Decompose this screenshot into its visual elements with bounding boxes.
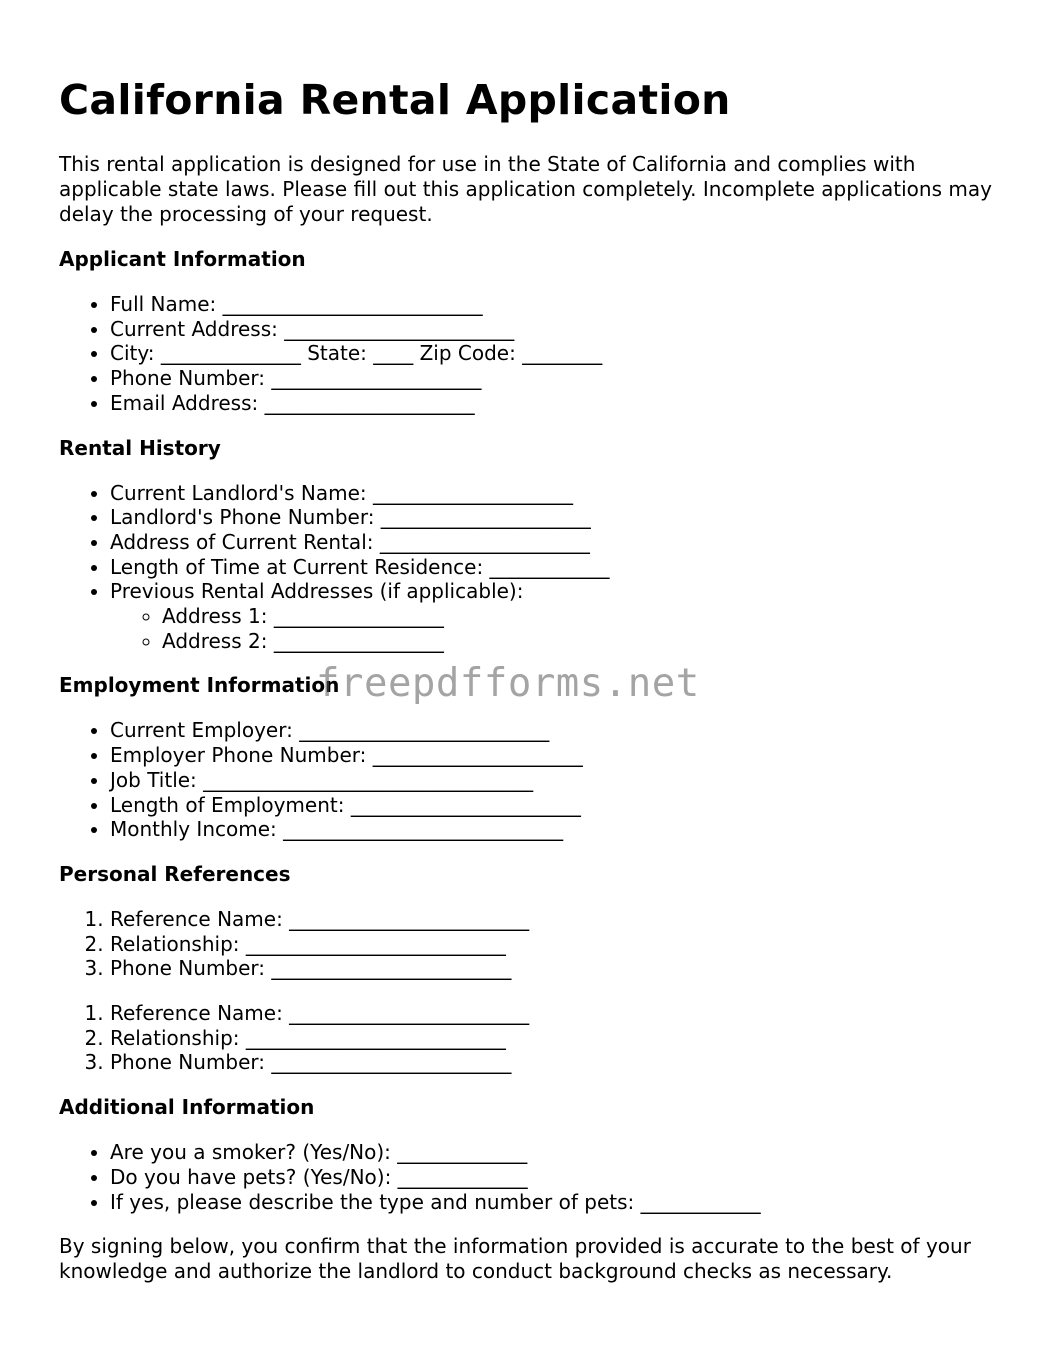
sub-list-item: ◦ Address 1: _________________	[162, 604, 1009, 629]
list-item: 3. Phone Number: ________________________	[110, 1050, 1009, 1075]
list-item: • Full Name: __________________________	[110, 292, 1009, 317]
list-item: • Do you have pets? (Yes/No): _____________	[110, 1165, 1009, 1190]
list-item: • Length of Employment: _______________________	[110, 793, 1009, 818]
list-item: 2. Relationship: __________________________	[110, 932, 1009, 957]
watermark: freepdfforms.net	[316, 661, 700, 706]
employment-list	[59, 718, 1009, 842]
list-item: • Employer Phone Number: _____________________	[110, 743, 1009, 768]
reference-list-2	[59, 1001, 1009, 1075]
list-item: • Monthly Income: ____________________________	[110, 817, 1009, 842]
section-heading-employment: Employment Information	[59, 673, 340, 698]
reference-list-1	[59, 907, 1009, 981]
section-heading-rental: Rental History	[59, 435, 221, 460]
list-item-label: Previous Rental Addresses (if applicable):	[110, 579, 524, 604]
list-item: • Are you a smoker? (Yes/No): _____________	[110, 1140, 1009, 1165]
closing-paragraph: By signing below, you confirm that the information provided is accurate to the best of your knowledge and authorize the landlord to conduct background checks as necessary.	[59, 1234, 971, 1284]
previous-address-list	[110, 604, 1009, 653]
section-heading-applicant: Applicant Information	[59, 247, 306, 271]
list-item: 1. Reference Name: ________________________	[110, 907, 1009, 932]
list-item: • Current Address: _______________________	[110, 317, 1009, 342]
section-heading-references: Personal References	[59, 861, 291, 886]
list-item-previous-addresses	[110, 579, 1009, 653]
section-heading-additional: Additional Information	[59, 1095, 315, 1120]
page-title: California Rental Application	[59, 76, 731, 124]
rental-list	[59, 481, 1009, 654]
list-item: • Phone Number: _____________________	[110, 366, 1009, 391]
list-item: • Job Title: _________________________________	[110, 768, 1009, 793]
list-item: • Current Landlord's Name: ____________________	[110, 481, 1009, 506]
list-item: • Address of Current Rental: _____________________	[110, 530, 1009, 555]
list-item: • If yes, please describe the type and number of pets: ____________	[110, 1190, 1009, 1215]
list-item: 1. Reference Name: ________________________	[110, 1001, 1009, 1026]
list-item: 2. Relationship: __________________________	[110, 1026, 1009, 1051]
list-item: 3. Phone Number: ________________________	[110, 956, 1009, 981]
list-item: • Length of Time at Current Residence: ____________	[110, 555, 1009, 580]
additional-list	[59, 1140, 1009, 1214]
list-item: • Email Address: _____________________	[110, 391, 1009, 416]
intro-paragraph: This rental application is designed for use in the State of California and complies with applicable state laws. Please fill out this application completely. Incomplete applications may delay the processing of your request.	[59, 152, 992, 226]
applicant-list	[59, 292, 1009, 416]
list-item: • Landlord's Phone Number: _____________________	[110, 505, 1009, 530]
sub-list-item: ◦ Address 2: _________________	[162, 629, 1009, 654]
list-item: • City: ______________ State: ____ Zip Code: ________	[110, 341, 1009, 366]
list-item: • Current Employer: _________________________	[110, 718, 1009, 743]
